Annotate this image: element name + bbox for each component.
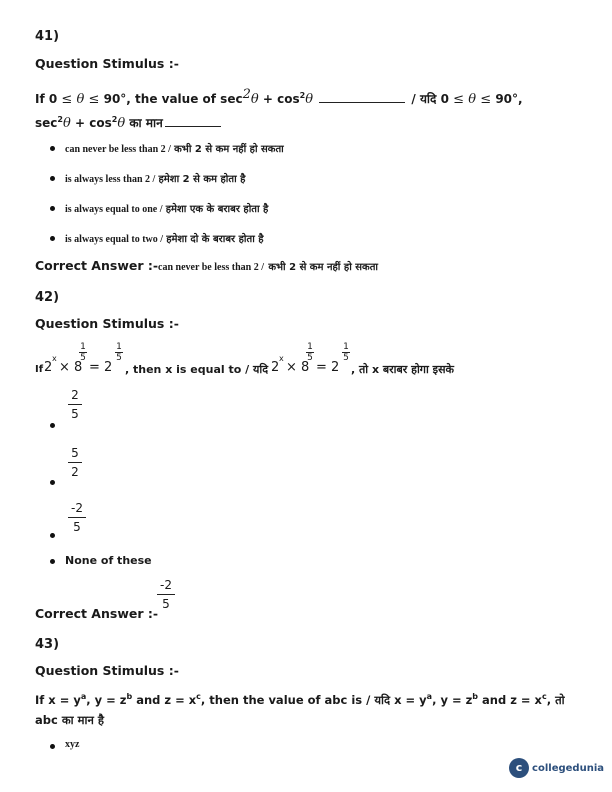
option[interactable]: -2 5	[68, 501, 86, 534]
answer-blank	[319, 92, 405, 103]
option[interactable]: 2 5	[68, 388, 82, 421]
bullet-icon	[50, 176, 55, 181]
correct-answer-value: -2 5	[157, 578, 175, 611]
correct-answer: Correct Answer :-	[35, 606, 159, 621]
option[interactable]: is always equal to one / हमेशा एक के बराबर होता है	[65, 204, 269, 215]
option[interactable]: 5 2	[68, 446, 82, 479]
option[interactable]: xyz	[65, 739, 80, 750]
collegedunia-logo: c collegedunia	[509, 758, 604, 778]
correct-answer: Correct Answer :-can never be less than 2 / कभी 2 से कम नहीं हो सकता	[35, 258, 378, 273]
bullet-icon	[50, 480, 55, 485]
question-number: 41)	[35, 29, 60, 44]
logo-icon: c	[509, 758, 529, 778]
bullet-icon	[50, 559, 55, 564]
question-number: 42)	[35, 290, 60, 305]
bullet-icon	[50, 146, 55, 151]
option[interactable]: is always equal to two / हमेशा दो के बराबर होता है	[65, 234, 264, 245]
bullet-icon	[50, 423, 55, 428]
question-stimulus-label: Question Stimulus :-	[35, 663, 179, 678]
bullet-icon	[50, 533, 55, 538]
option[interactable]: is always less than 2 / हमेशा 2 से कम होता है	[65, 174, 246, 185]
option[interactable]: None of these	[65, 554, 152, 567]
bullet-icon	[50, 206, 55, 211]
bullet-icon	[50, 744, 55, 749]
question-number: 43)	[35, 637, 60, 652]
question-text: If 0 ≤ θ ≤ 90°, the value of $\sec 2\theta + \cos^2\theta$ / यदि 0 ≤ θ ≤ 90°, $\sec^2\theta + \cos^2\theta$ का मान	[35, 87, 523, 131]
option[interactable]: can never be less than 2 / कभी 2 से कम नहीं हो सकता	[65, 144, 284, 155]
question-stimulus-label: Question Stimulus :-	[35, 316, 179, 331]
question-stimulus-label: Question Stimulus :-	[35, 56, 179, 71]
question-text: If 2 x × 8 1 5 = 2 1 5 , then x is equal to / यदि 2 x × 8 1 5 = 2 1 5 , तो x बराबर होगा इसके	[35, 342, 454, 376]
answer-blank	[165, 116, 221, 127]
bullet-icon	[50, 236, 55, 241]
question-text: If $x = y^a$, $y = z^b$ and $z = x^c$, then the value of abc is / यदि $x = y^a$, $y = z^b$ and $z = x^c$, तो abc का मान है	[35, 692, 565, 727]
